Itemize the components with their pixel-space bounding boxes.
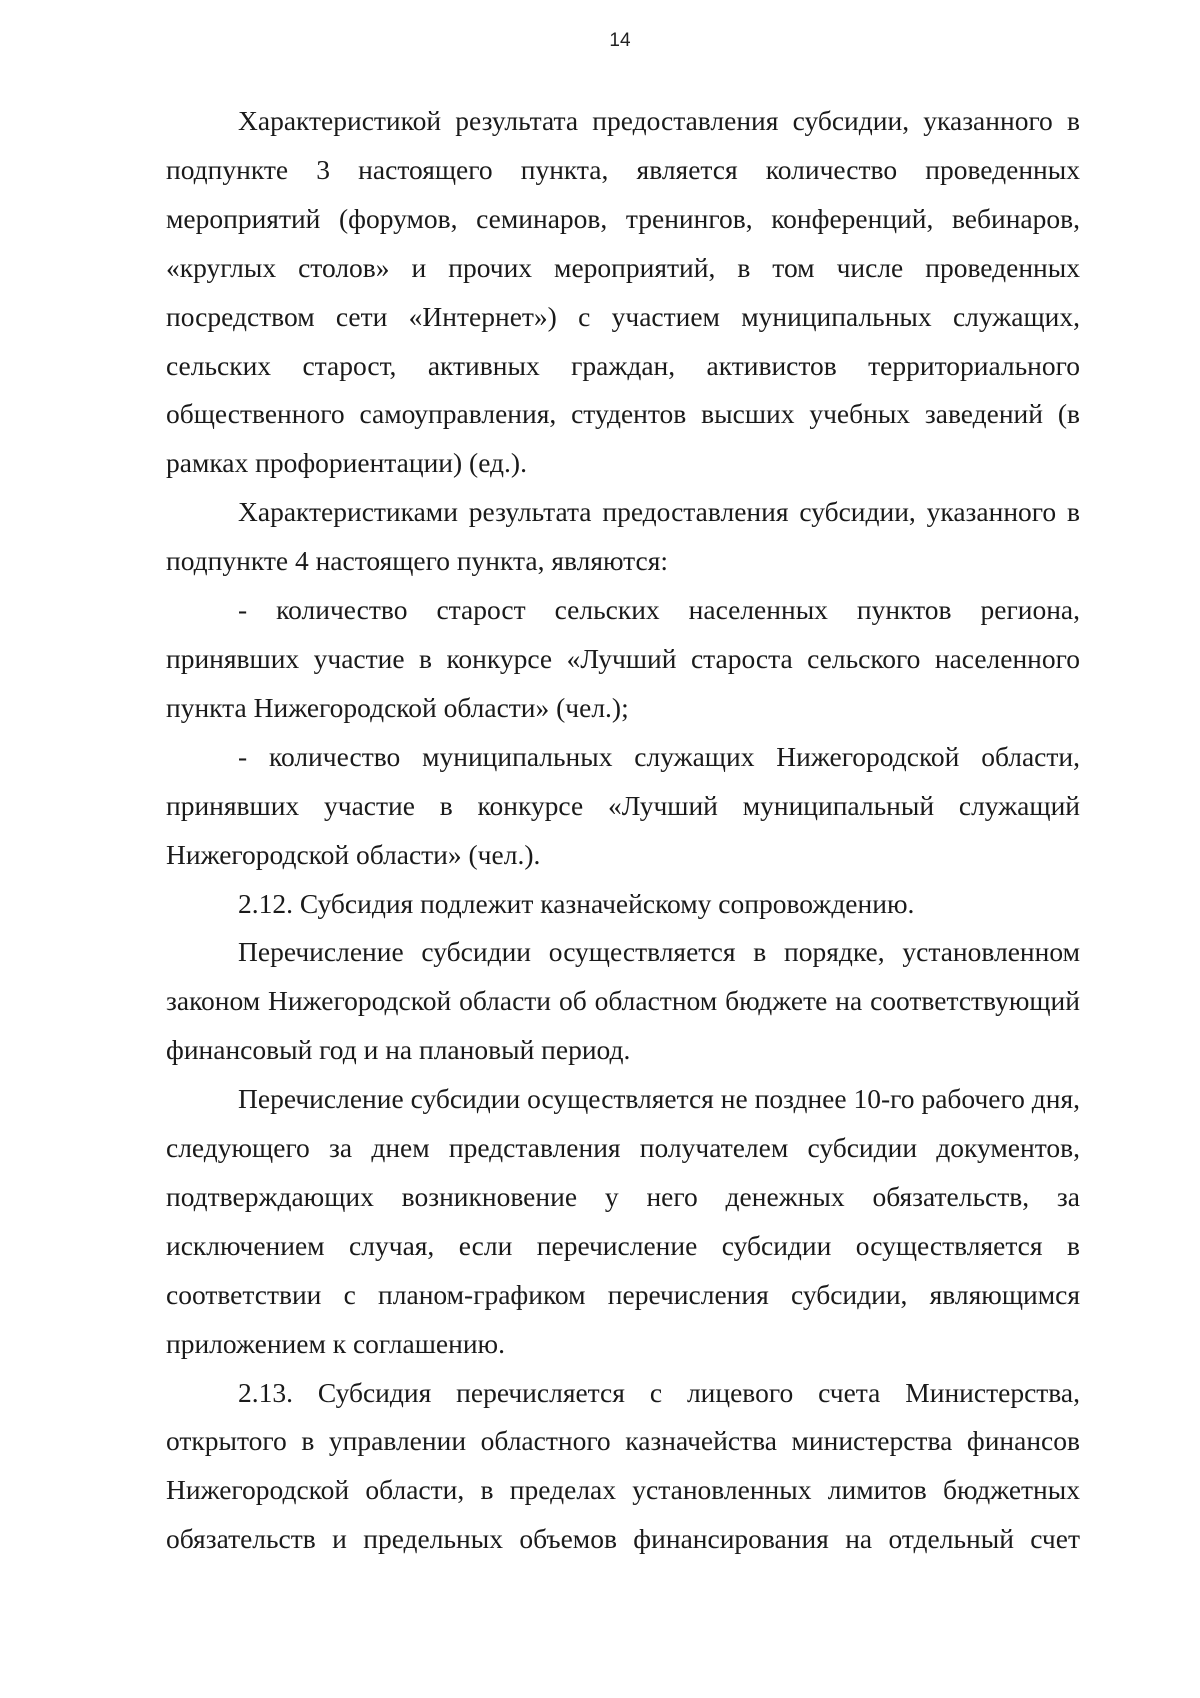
paragraph-transfer-deadline: Перечисление субсидии осуществляется не позднее 10-го рабочего дня, следующего за днем представления получателем субсидии документов, подтверждающих возникновение у него денежных обязательств, за исключением случая, если перечисление субсидии осуществляется в соответствии с планом-графиком перечисления субсидии, являющимся приложением к соглашению. [166, 1083, 1080, 1359]
list-item-municipal-servants-contest: - количество муниципальных служащих Нижегородской области, принявших участие в конкурсе «Лучший муниципальный служащий Нижегородской области» (чел.). [166, 740, 1080, 870]
paragraph-2-13-transfer-account: 2.13. Субсидия перечисляется с лицевого счета Министерства, открытого в управлении областного казначейства министерства финансов Нижегородской области, в пределах установленных лимитов бюджетных обязательств и предельных объемов финансирования на отдельный счет [166, 1376, 1080, 1555]
document-body [166, 97, 1080, 1564]
paragraph-result-characteristics-subitem-4: Характеристиками результата предоставления субсидии, указанного в подпункте 4 настоящего пункта, являются: [166, 496, 1080, 577]
list-item-village-elders-contest: - количество старост сельских населенных пунктов региона, принявших участие в конкурсе «Лучший староста сельского населенного пункта Нижегородской области» (чел.); [166, 594, 1080, 723]
paragraph-transfer-procedure: Перечисление субсидии осуществляется в порядке, установленном законом Нижегородской области об областном бюджете на соответствующий финансовый год и на плановый период. [166, 936, 1080, 1066]
paragraph-2-12-treasury-support: 2.12. Субсидия подлежит казначейскому сопровождению. [238, 887, 915, 919]
page-number: 14 [609, 30, 631, 51]
paragraph-result-characteristic-subitem-3: Характеристикой результата предоставления субсидии, указанного в подпункте 3 настоящего пункта, является количество проведенных мероприятий (форумов, семинаров, тренингов, конференций, вебинаров, «круглых столов» и прочих мероприятий, в том числе проведенных посредством сети «Интернет») с участием муниципальных служащих, сельских старост, активных граждан, активистов территориального общественного самоуправления, студентов высших учебных заведений (в рамках профориентации) (ед.). [166, 105, 1080, 479]
